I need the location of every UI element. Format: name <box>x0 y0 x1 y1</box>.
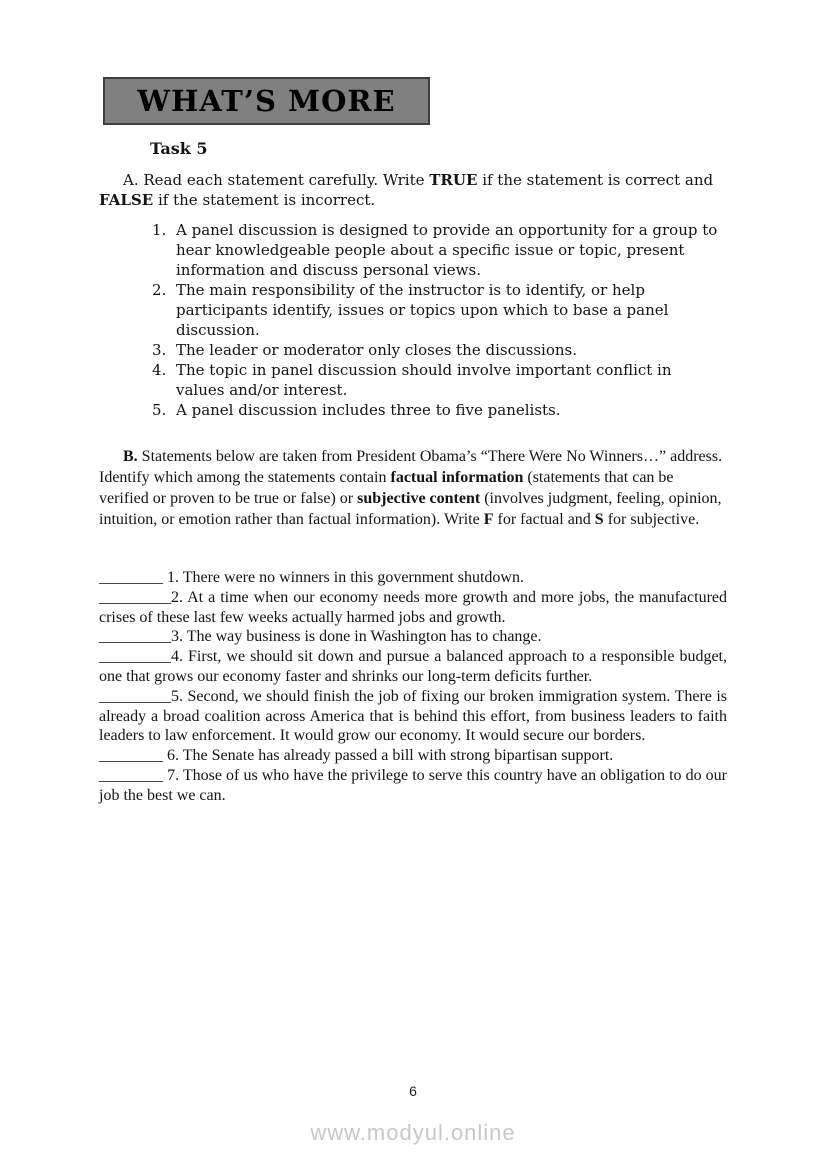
section-a-intro-text: if the statement is correct and <box>477 171 714 189</box>
statement <box>99 647 727 687</box>
statement-text: Those of us who have the privilege to serve this country have an obligation to do our job the best we can. <box>99 766 728 804</box>
section-b-statements <box>99 568 727 806</box>
list-item-number: 2. <box>152 281 167 299</box>
answer-blank: ________ <box>99 766 168 784</box>
watermark: www.modyul.online <box>310 1120 516 1145</box>
section-a-list <box>152 220 721 420</box>
banner-title: WHAT’S MORE <box>137 84 396 118</box>
list-item <box>152 340 721 360</box>
list-item-text: A panel discussion is designed to provide an opportunity for a group to hear knowledgeable people about a specific issue or topic, present information and discuss personal views. <box>176 221 718 279</box>
section-b-intro-text: (statements that can be verified or proven to be true or false) or <box>99 469 674 507</box>
statement-text: There were no winners in this government shutdown. <box>182 569 524 586</box>
section-a-label: A. <box>123 171 139 189</box>
list-item-number: 3. <box>152 341 167 359</box>
statement-number: 7. <box>167 766 180 784</box>
list-item-number: 5. <box>152 401 167 419</box>
statement-text: At a time when our economy needs more growth and more jobs, the manufactured crises of these last few weeks actually harmed jobs and growth. <box>99 588 728 626</box>
factual-information-keyword: factual information <box>390 469 524 486</box>
answer-blank: _________ <box>99 648 171 666</box>
false-keyword: FALSE <box>99 191 154 209</box>
statement-number: 1. <box>167 569 179 586</box>
subjective-content-keyword: subjective content <box>357 490 481 507</box>
section-b-intro-text: (involves judgment, feeling, opinion, intuition, or emotion rather than factual information). Write <box>99 490 722 528</box>
statement <box>99 746 727 766</box>
list-item <box>152 280 721 340</box>
statement <box>99 568 727 588</box>
answer-blank: _________ <box>99 687 171 705</box>
section-a-intro-text: if the statement is incorrect. <box>153 191 376 209</box>
statement-number: 5. <box>171 687 183 705</box>
answer-blank: ________ <box>99 569 167 586</box>
list-item-number: 4. <box>152 361 167 379</box>
section-b-intro <box>99 446 727 530</box>
section-a-intro <box>99 170 727 210</box>
s-keyword: S <box>594 511 604 528</box>
statement-number: 3. <box>171 628 183 646</box>
f-keyword: F <box>483 511 494 528</box>
statement-text: The Senate has already passed a bill with strong bipartisan support. <box>182 747 614 765</box>
section-b-intro-text: Statements below are taken from President Obama’s “There Were No Winners…” address. Identify which among the statements contain <box>99 448 723 486</box>
answer-blank: _________ <box>99 588 171 606</box>
list-item-text: The leader or moderator only closes the discussions. <box>176 341 578 359</box>
statement-text: First, we should sit down and pursue a balanced approach to a responsible budget, one that grows our economy faster and shrinks our long-term deficits further. <box>99 648 728 685</box>
whats-more-banner <box>103 77 430 125</box>
statement <box>99 588 727 628</box>
section-b-label: B. <box>123 448 138 465</box>
list-item <box>152 400 721 420</box>
page-number: 6 <box>409 1083 417 1099</box>
statement-text: The way business is done in Washington has to change. <box>186 628 542 646</box>
list-item-text: The main responsibility of the instructor is to identify, or help participants identify, issues or topics upon which to base a panel discussion. <box>176 281 669 339</box>
true-keyword: TRUE <box>429 171 478 189</box>
statement-number: 4. <box>171 648 183 666</box>
statement-text: Second, we should finish the job of fixing our broken immigration system. There is already a broad coalition across America that is behind this effort, from business leaders to faith leaders to law enforcement. It would grow our economy. It would secure our borders. <box>99 687 728 745</box>
list-item-text: The topic in panel discussion should involve important conflict in values and/or interest. <box>176 361 672 399</box>
answer-blank: ________ <box>99 747 167 765</box>
list-item <box>152 360 721 400</box>
list-item-number: 1. <box>152 221 167 239</box>
task-title: Task 5 <box>150 139 208 158</box>
section-b-intro-text: for factual and <box>493 511 595 528</box>
section-b-intro-text: for subjective. <box>603 511 700 528</box>
list-item <box>152 220 721 280</box>
statement-number: 6. <box>167 747 179 765</box>
statement <box>99 627 727 647</box>
statement <box>99 766 727 806</box>
statement <box>99 687 727 746</box>
section-a-intro-text: Read each statement carefully. Write <box>143 171 430 189</box>
list-item-text: A panel discussion includes three to five panelists. <box>176 401 561 419</box>
answer-blank: _________ <box>99 628 171 646</box>
statement-number: 2. <box>171 588 183 606</box>
